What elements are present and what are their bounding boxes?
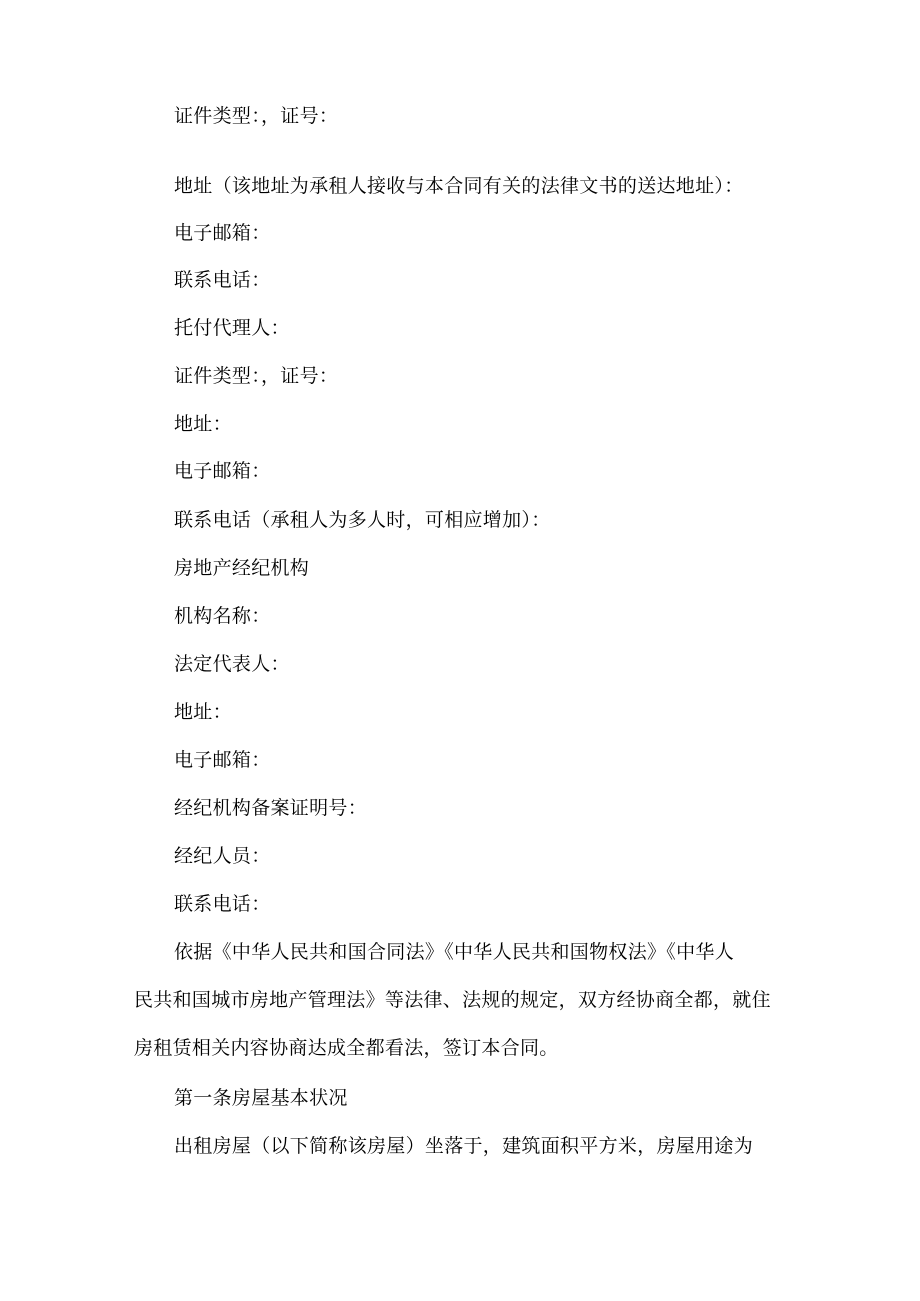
basis-line-3: 房租赁相关内容协商达成全都看法，签订本合同。 (134, 1037, 559, 1059)
id-type-line-agent: 证件类型：，证号： (174, 365, 339, 387)
phone-line-lessee: 联系电话： (174, 269, 271, 291)
basis-line-2: 民共和国城市房地产管理法》等法律、法规的规定，双方经协商全都，就住 (134, 989, 771, 1011)
email-line-lessee: 电子邮箱： (174, 222, 271, 244)
broker-phone-line: 联系电话： (174, 893, 271, 915)
phone-line-agent: 联系电话（承租人为多人时，可相应增加）： (174, 509, 551, 531)
broker-registration-line: 经纪机构备案证明号： (174, 797, 368, 819)
id-type-line-lessee: 证件类型：，证号： (174, 105, 339, 127)
agent-line: 托付代理人： (174, 317, 290, 339)
address-line-lessee: 地址（该地址为承租人接收与本合同有关的法律文书的送达地址）： (174, 175, 744, 197)
broker-address-line: 地址： (174, 701, 232, 723)
email-line-agent: 电子邮箱： (174, 460, 271, 482)
article-title: 第一条房屋基本状况 (174, 1087, 348, 1109)
basis-line-1: 依据《中华人民共和国合同法》《中华人民共和国物权法》《中华人 (174, 941, 735, 963)
broker-staff-line: 经纪人员： (174, 845, 271, 867)
broker-name-line: 机构名称： (174, 605, 271, 627)
address-line-agent: 地址： (174, 413, 232, 435)
broker-email-line: 电子邮箱： (174, 749, 271, 771)
legal-rep-line: 法定代表人： (174, 653, 290, 675)
article-text: 出租房屋（以下简称该房屋）坐落于，建筑面积平方米，房屋用途为 (174, 1135, 754, 1157)
basis-paragraph (134, 928, 794, 1072)
broker-heading: 房地产经纪机构 (174, 557, 310, 579)
